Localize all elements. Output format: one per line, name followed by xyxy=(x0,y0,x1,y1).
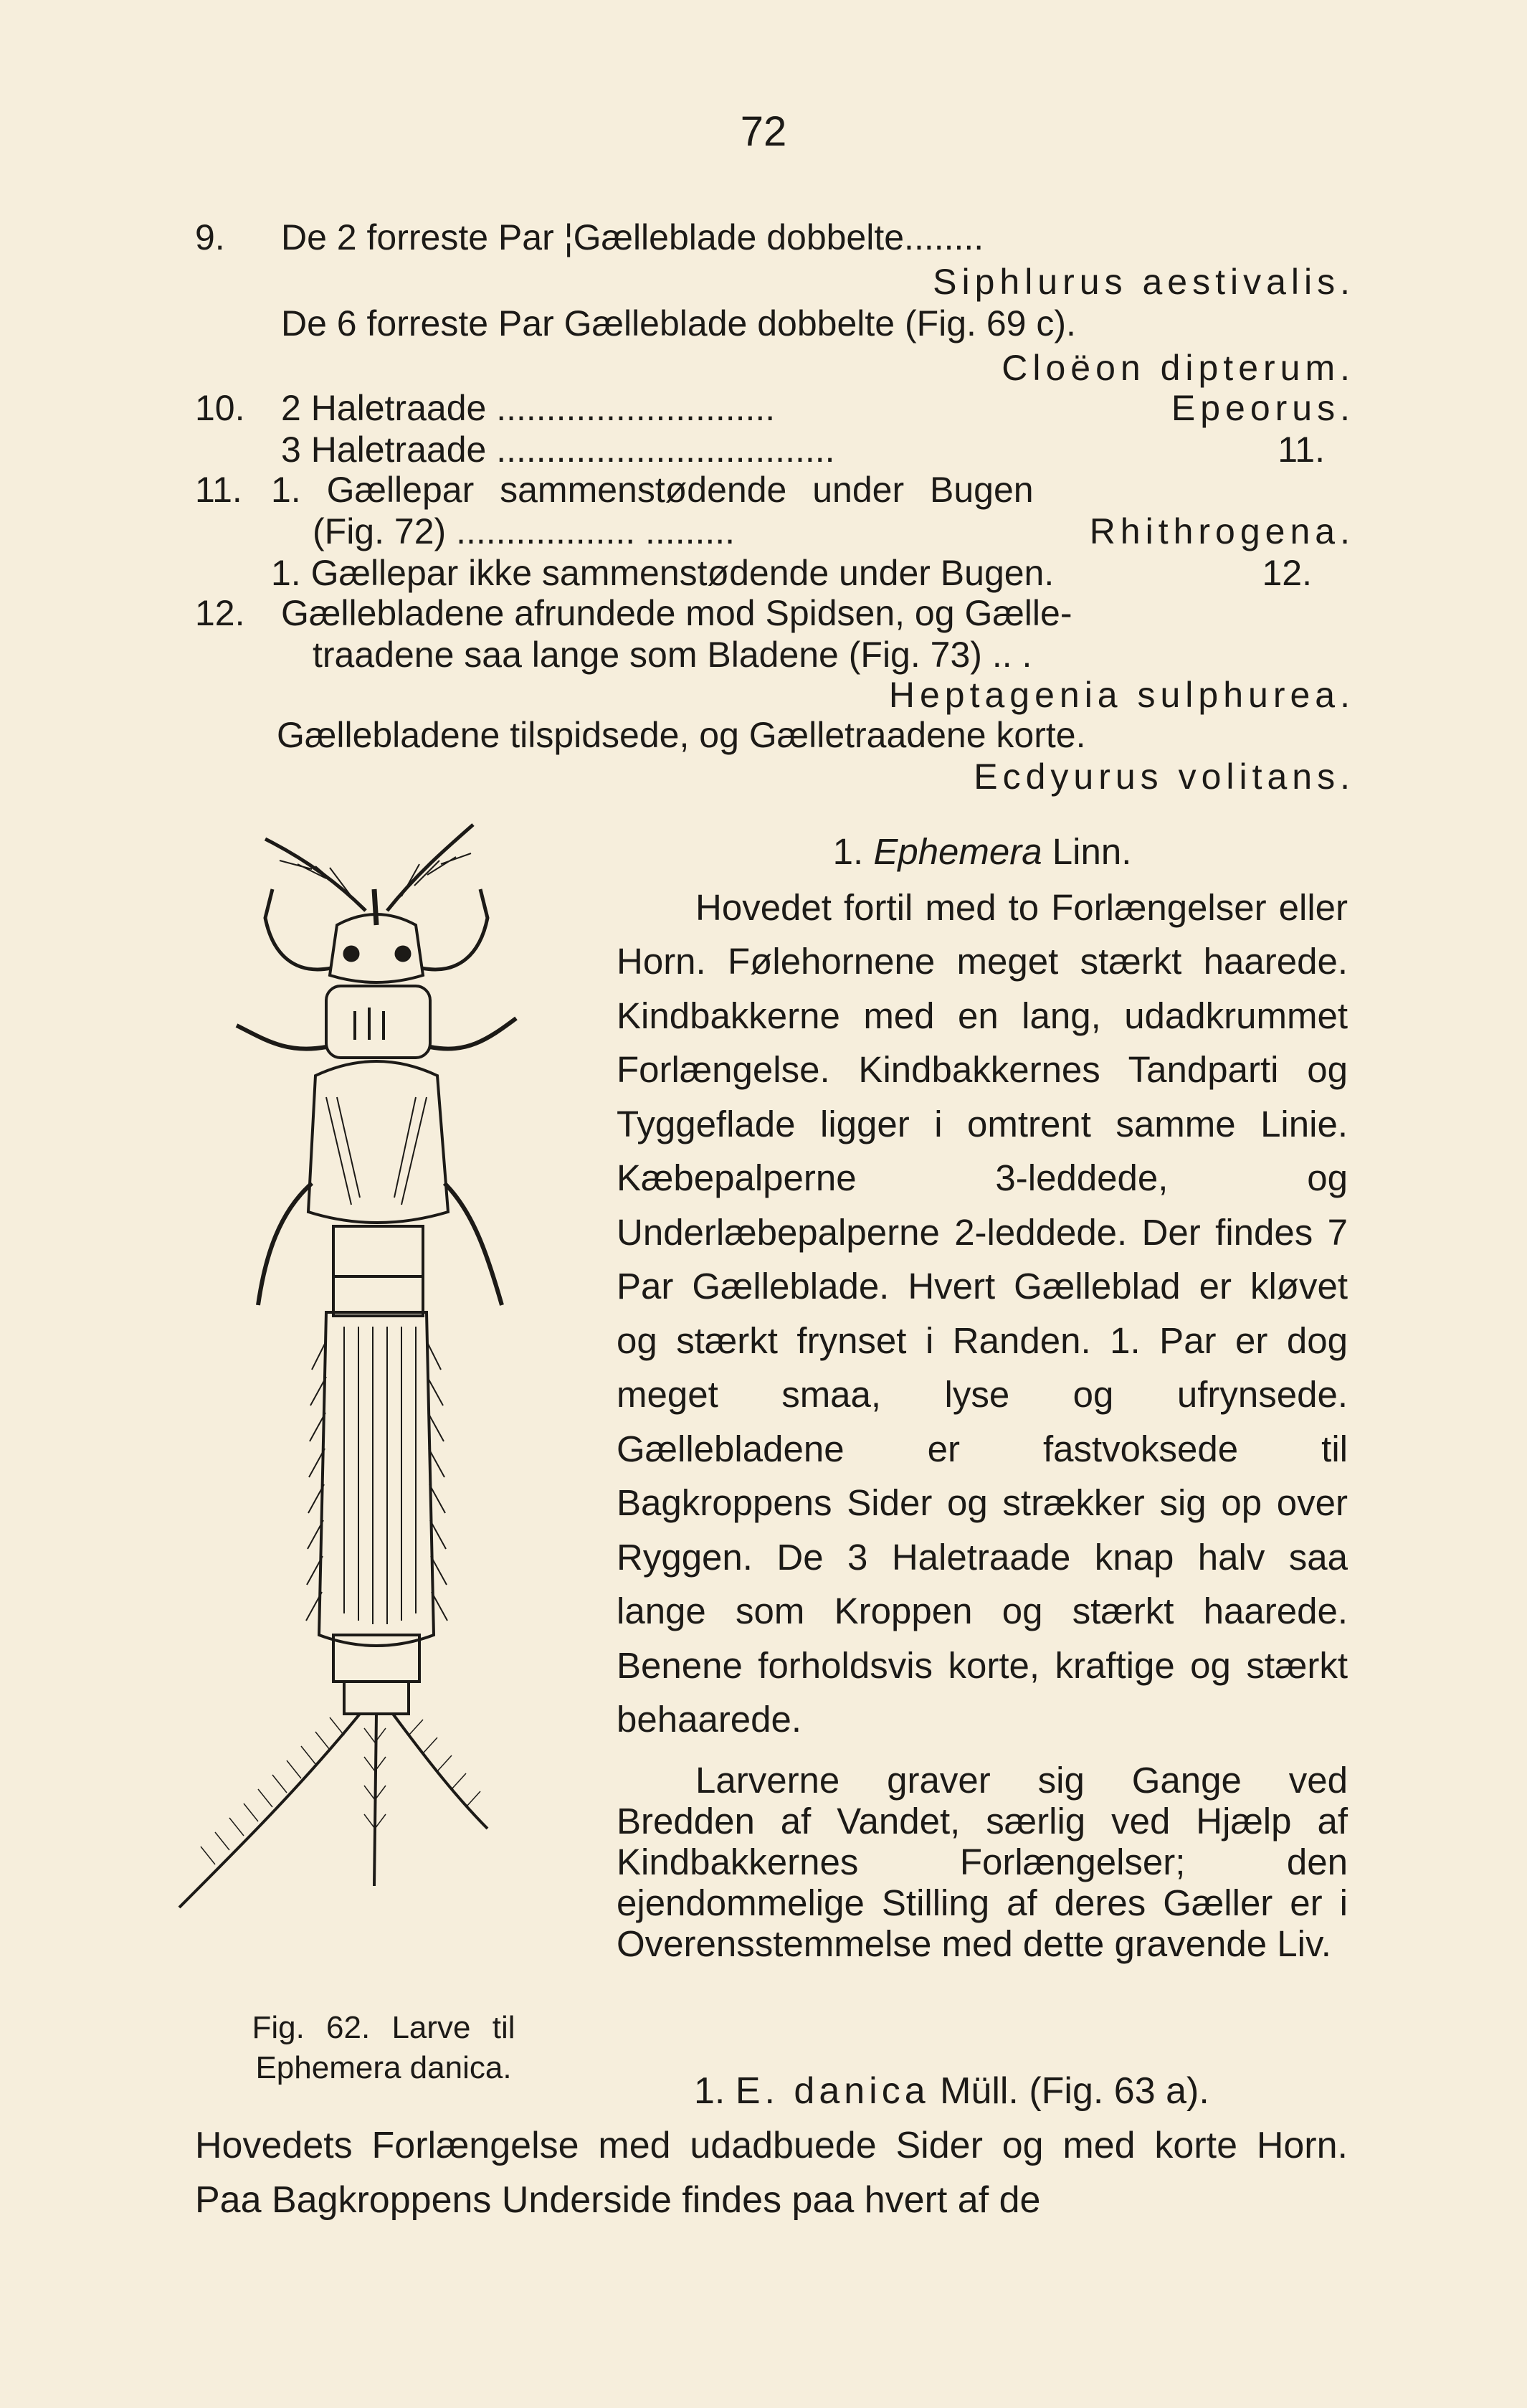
key-text: 2 Haletraade xyxy=(281,388,487,428)
leader-dots: ............................ xyxy=(496,388,776,428)
key-text: 3 Haletraade xyxy=(281,430,487,470)
species-section xyxy=(195,2064,1348,2227)
key-result: 11. xyxy=(1278,430,1325,470)
heading-number: 1. xyxy=(832,831,864,872)
key-result: Cloëon dipterum. xyxy=(1002,348,1355,388)
key-result: Ecdyurus volitans. xyxy=(974,757,1355,797)
genus-habits: Larverne graver sig Gange ved Bredden af Vandet, særlig ved Hjælp af Kindbakkernes Forlængelser; den ejendommelige Stilling af deres Gæller er i Overensstemmelse med dette gravende Liv. xyxy=(617,1759,1348,1964)
key-text: (Fig. 72) xyxy=(313,511,447,551)
key-text: 1. Gællepar sammenstødende under Bugen xyxy=(271,470,1034,510)
key-result: Heptagenia sulphurea. xyxy=(888,675,1355,715)
leader-dots: .................. ......... xyxy=(456,511,736,551)
key-text: traadene saa lange som Bladene (Fig. 73) xyxy=(313,635,982,675)
page-number: 72 xyxy=(740,108,787,155)
genus-description: Hovedet fortil med to Forlængelser eller Horn. Følehornene meget stærkt haarede. Kindbakkerne med en lang, udadkrummet Forlængelse. Kindbakkernes Tandparti og Tyggeflade ligger i omtrent samme Linie. Kæbepalperne 3-leddede, og Underlæbepalperne 2-leddede. Der findes 7 Par Gælleblade. Hvert Gælleblad er kløvet og stærkt frynset i Randen. 1. Par er dog meget smaa, lyse og ufrynsede. Gællebladene er fastvoksede til Bagkroppens Sider og strækker sig op over Ryggen. De 3 Haletraade knap halv saa lange som Kroppen og stærkt haarede. Benene forholdsvis korte, kraftige og stærkt behaarede. xyxy=(617,886,1348,1740)
genus-name: Ephemera xyxy=(873,831,1042,872)
species-heading xyxy=(195,2064,1348,2118)
larva-illustration xyxy=(172,810,581,1986)
key-line xyxy=(313,634,1032,676)
key-text: De 6 forreste Par Gælleblade dobbelte (Fig. 69 c). xyxy=(281,303,1076,343)
figure-reference: (Fig. 63 a). xyxy=(1029,2070,1209,2112)
genus-heading xyxy=(617,825,1348,879)
key-number: 10. xyxy=(195,388,245,428)
caption-line: Ephemera danica. xyxy=(255,2050,512,2085)
key-result: Epeorus. xyxy=(1171,388,1355,428)
species-description: Hovedets Forlængelse med udadbuede Sider og med korte Horn. Paa Bagkroppens Underside findes paa hvert af de xyxy=(195,2125,1348,2221)
key-result: Rhithrogena. xyxy=(1089,511,1355,551)
key-line xyxy=(313,511,735,552)
leader-dots: ........ xyxy=(904,217,984,257)
genus-author: Linn. xyxy=(1052,831,1132,872)
key-line xyxy=(281,429,835,470)
key-number: 12. xyxy=(195,593,245,633)
key-result: Siphlurus aestivalis. xyxy=(933,262,1355,302)
key-number: 11. xyxy=(195,470,242,510)
key-text: 1. Gællepar ikke sammenstødende under Bugen. xyxy=(271,553,1055,593)
key-number: 9. xyxy=(195,217,225,257)
key-line xyxy=(281,387,775,429)
leader-dots: .................................. xyxy=(496,430,835,470)
species-name: E. danica xyxy=(735,2070,930,2112)
key-text: De 2 forreste Par ¦Gælleblade dobbelte xyxy=(281,217,905,257)
species-author: Müll. xyxy=(940,2070,1019,2112)
key-text: Gællebladene tilspidsede, og Gælletraadene korte. xyxy=(277,715,1086,755)
genus-text xyxy=(617,825,1348,1964)
key-result: 12. xyxy=(1262,553,1312,593)
key-text: Gællebladene afrundede mod Spidsen, og Gælle- xyxy=(281,593,1072,633)
caption-line: Fig. 62. Larve til xyxy=(252,2010,515,2045)
heading-number: 1. xyxy=(694,2070,726,2112)
key-line xyxy=(281,217,984,258)
leader-dots: .. . xyxy=(991,635,1032,675)
